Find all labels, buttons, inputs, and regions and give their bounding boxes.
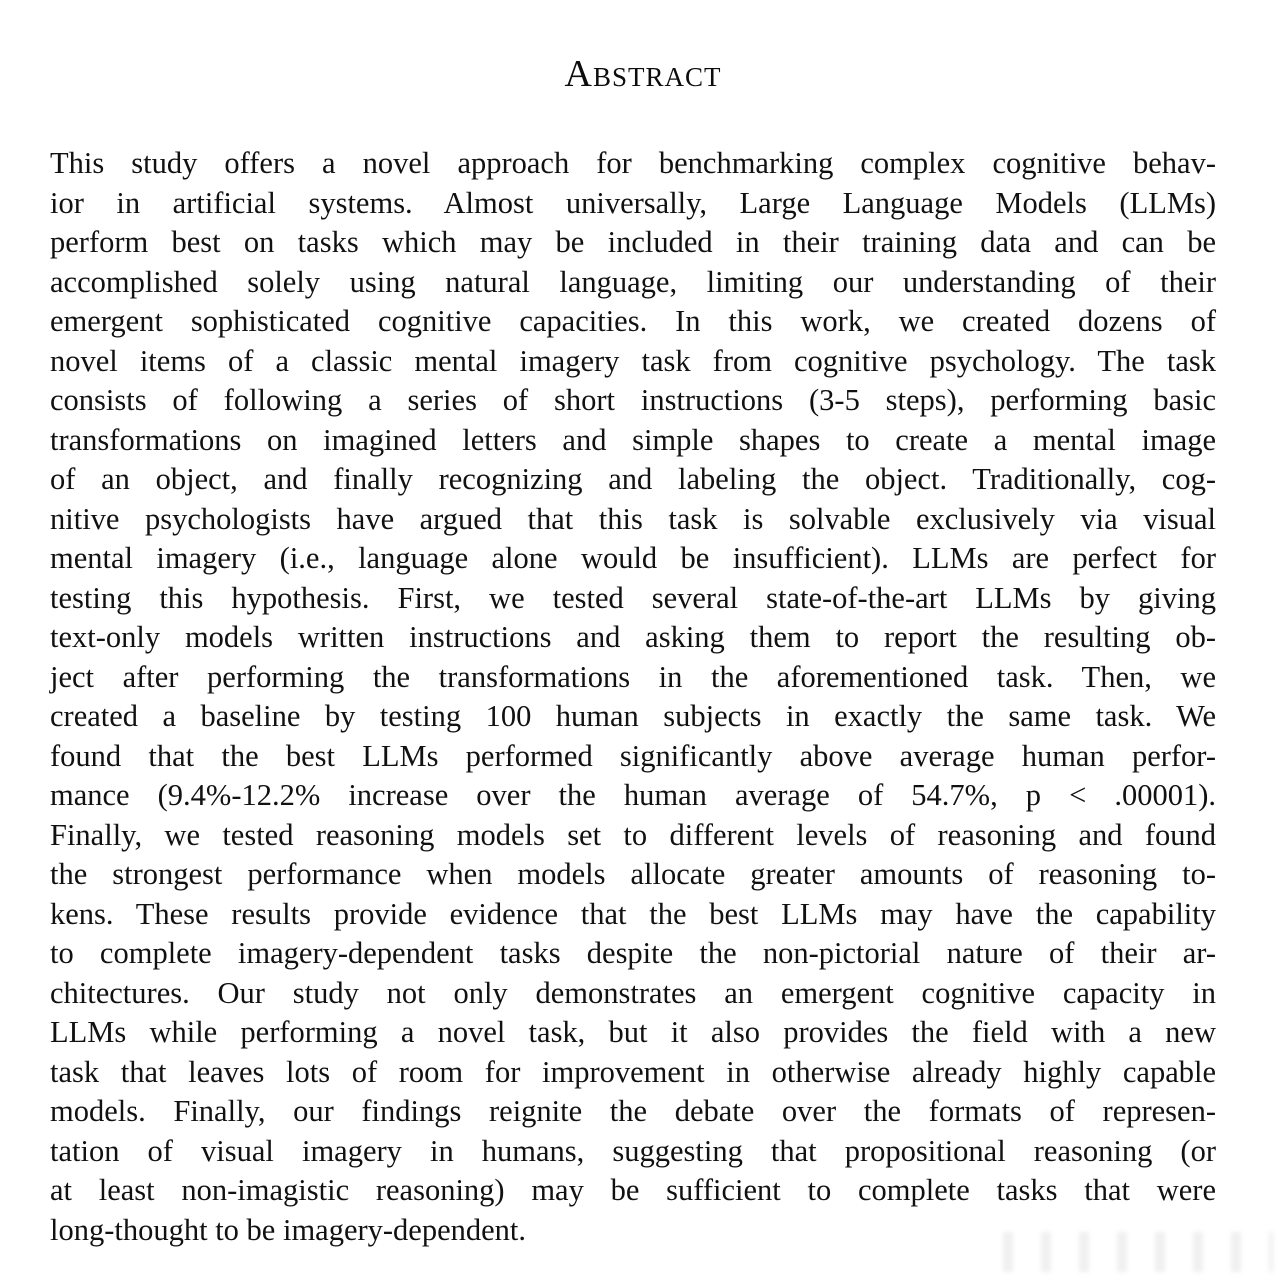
abstract-line: task that leaves lots of room for improvement in otherwise already highly capable xyxy=(50,1054,1216,1089)
abstract-line: consists of following a series of short instructions (3-5 steps), performing basic xyxy=(50,383,1216,417)
abstract-line: novel items of a classic mental imagery task from cognitive psychology. The task xyxy=(50,343,1216,378)
abstract-line: transformations on imagined letters and simple shapes to create a mental image xyxy=(50,422,1216,457)
abstract-line: chitectures. Our study not only demonstrates an emergent cognitive capacity in xyxy=(50,975,1216,1010)
abstract-line: the strongest performance when models allocate greater amounts of reasoning to- xyxy=(50,857,1216,891)
abstract-line: This study offers a novel approach for benchmarking complex cognitive behav- xyxy=(50,146,1216,180)
abstract-line: perform best on tasks which may be included in their training data and can be xyxy=(50,225,1216,259)
abstract-heading: Abstract xyxy=(564,53,722,95)
abstract-line: nitive psychologists have argued that this task is solvable exclusively via visual xyxy=(50,501,1216,536)
abstract-line: text-only models written instructions and asking them to report the resulting ob- xyxy=(50,620,1216,654)
abstract-line: mental imagery (i.e., language alone would be insufficient). LLMs are perfect for xyxy=(50,541,1216,575)
abstract-line: testing this hypothesis. First, we tested several state-of-the-art LLMs by giving xyxy=(50,580,1216,615)
abstract-line: emergent sophisticated cognitive capacities. In this work, we created dozens of xyxy=(50,304,1216,338)
abstract-body xyxy=(50,144,1216,1250)
abstract-line: created a baseline by testing 100 human subjects in exactly the same task. We xyxy=(50,699,1216,733)
abstract-line: found that the best LLMs performed significantly above average human perfor- xyxy=(50,738,1216,773)
abstract-line-last: long-thought to be imagery-dependent. xyxy=(50,1212,527,1247)
abstract-line: tation of visual imagery in humans, suggesting that propositional reasoning (or xyxy=(50,1133,1216,1168)
abstract-line: to complete imagery-dependent tasks despite the non-pictorial nature of their ar- xyxy=(50,936,1216,970)
watermark xyxy=(1003,1232,1273,1272)
abstract-line: LLMs while performing a novel task, but it also provides the field with a new xyxy=(50,1015,1216,1049)
abstract-line: ior in artificial systems. Almost universally, Large Language Models (LLMs) xyxy=(50,185,1216,220)
abstract-line: accomplished solely using natural language, limiting our understanding of their xyxy=(50,264,1216,299)
abstract-line: of an object, and finally recognizing and labeling the object. Traditionally, cog- xyxy=(50,462,1216,496)
abstract-line: ject after performing the transformations in the aforementioned task. Then, we xyxy=(50,659,1216,694)
abstract-line: mance (9.4%-12.2% increase over the human average of 54.7%, p < .00001). xyxy=(50,778,1216,812)
abstract-line: models. Finally, our findings reignite the debate over the formats of represen- xyxy=(50,1094,1216,1128)
abstract-line: at least non-imagistic reasoning) may be sufficient to complete tasks that were xyxy=(50,1173,1216,1207)
abstract-line: Finally, we tested reasoning models set to different levels of reasoning and found xyxy=(50,817,1216,852)
abstract-line: kens. These results provide evidence that the best LLMs may have the capability xyxy=(50,896,1216,931)
